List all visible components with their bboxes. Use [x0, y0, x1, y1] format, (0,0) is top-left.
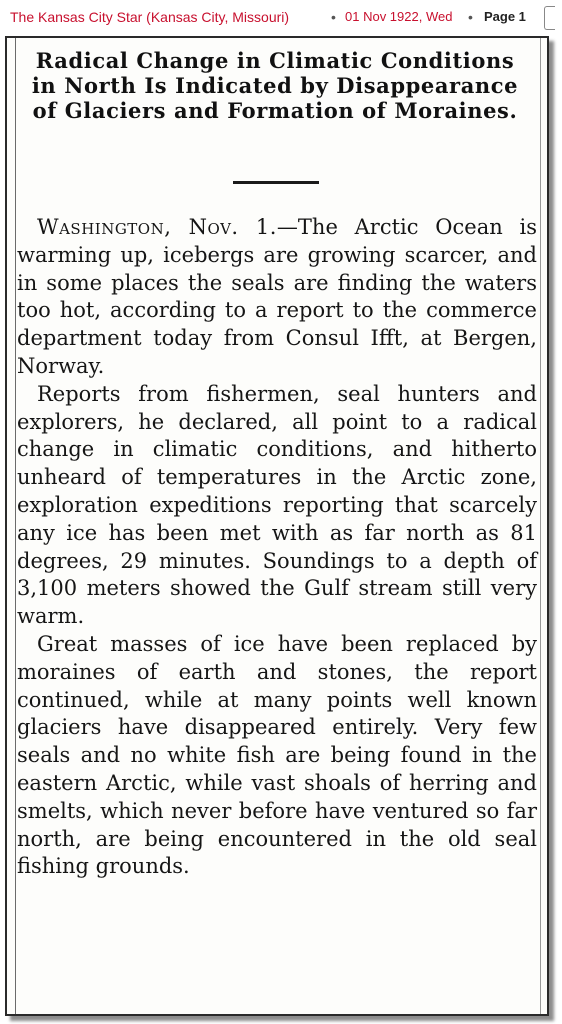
article-paragraph: Great masses of ice have been replaced by moraines of earth and stones, the report continued, while at many points well known glaciers have disappeared entirely. Very few seals and no white fish are being found in the eastern Arctic, while vast shoals of herring and smelts, which never before have ventured so far north, are being encountered in the old seal fishing grounds.: [17, 631, 537, 879]
publication-link[interactable]: The Kansas City Star (Kansas City, Missouri): [10, 9, 290, 25]
column-rule-left: [15, 38, 16, 1014]
separator-dot: •: [468, 9, 473, 25]
separator-dot: •: [331, 9, 336, 25]
clipping-header-bar: [0, 0, 562, 34]
article-paragraph: Reports from fishermen, seal hunters and explorers, he declared, all point to a radical change in climatic conditions, and hitherto unheard of temperatures in the Arctic zone, exploration expeditions reporting that scarcely any ice has been met with as far north as 81 degrees, 29 minutes. Soundings to a depth of 3,100 meters showed the Gulf stream still very warm.: [17, 381, 537, 629]
paragraph-text: —The Arctic Ocean is warming up, icebergs are growing scarcer, and in some places the seals are finding the waters too hot, according to a report to the commerce department today from Consul Ifft, at Bergen, Norway.: [17, 215, 537, 378]
article-paragraph: [17, 214, 537, 381]
newspaper-clipping: [5, 36, 549, 1016]
headline-divider: [233, 181, 319, 184]
dateline: Washington, Nov. 1.: [37, 215, 277, 239]
article-headline: Radical Change in Climatic Conditions in North Is Indicated by Disappearance of Glaciers and Formation of Moraines.: [31, 48, 519, 123]
column-rule-right: [540, 38, 541, 1014]
issue-date-link[interactable]: 01 Nov 1922, Wed: [345, 9, 453, 24]
side-panel-tab[interactable]: [544, 6, 555, 30]
article-body: [17, 214, 537, 881]
page-number-link[interactable]: Page 1: [484, 9, 526, 24]
